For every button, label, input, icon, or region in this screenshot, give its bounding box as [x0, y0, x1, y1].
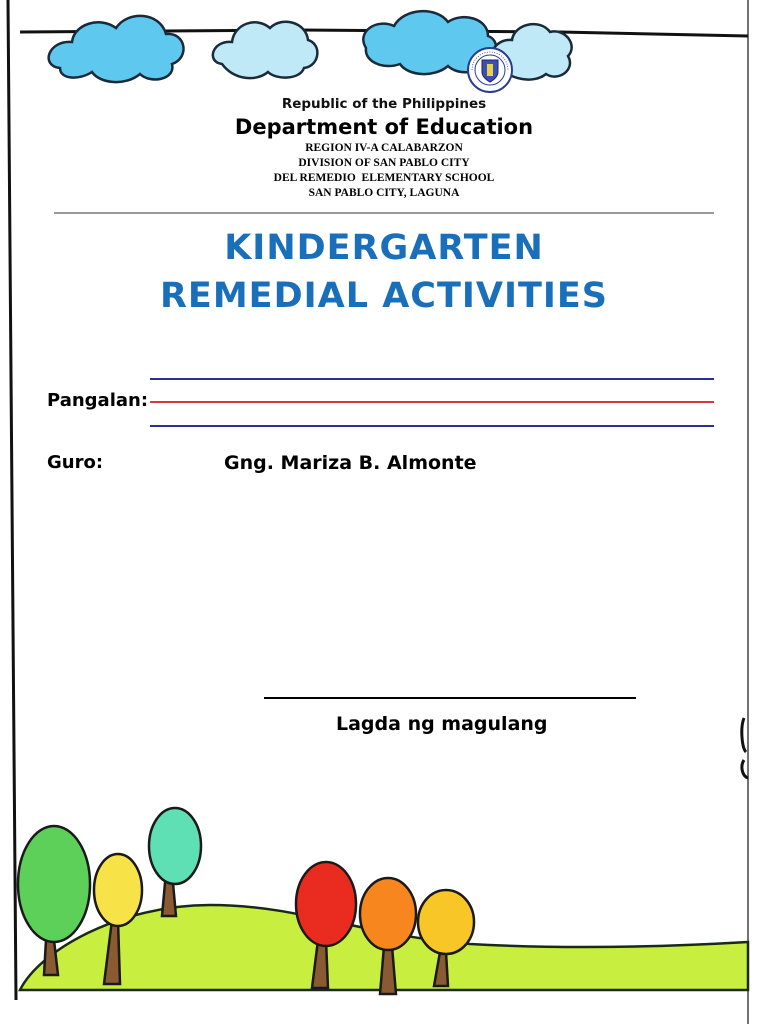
tree-icon: [149, 808, 201, 916]
deped-seal-logo: [466, 46, 514, 94]
teacher-name: Gng. Mariza B. Almonte: [224, 452, 477, 474]
cloud-icon: [49, 16, 184, 82]
teacher-label: Guro:: [47, 452, 104, 473]
region-text: REGION IV-A CALABARZON: [305, 142, 463, 154]
republic-heading: Republic of the Philippines: [281, 96, 487, 112]
department-heading: Department of Education: [234, 115, 534, 139]
title-line-2: REMEDIAL ACTIVITIES: [159, 276, 609, 316]
edge-decoration: [742, 718, 748, 778]
school-text: DEL REMEDIO ELEMENTARY SCHOOL: [273, 172, 495, 184]
signature-label: Lagda ng magulang: [336, 713, 548, 735]
title-line-1: KINDERGARTEN: [224, 228, 544, 268]
name-label: Pangalan:: [47, 390, 149, 411]
address-text: SAN PABLO CITY, LAGUNA: [308, 187, 460, 199]
division-text: DIVISION OF SAN PABLO CITY: [298, 157, 470, 169]
